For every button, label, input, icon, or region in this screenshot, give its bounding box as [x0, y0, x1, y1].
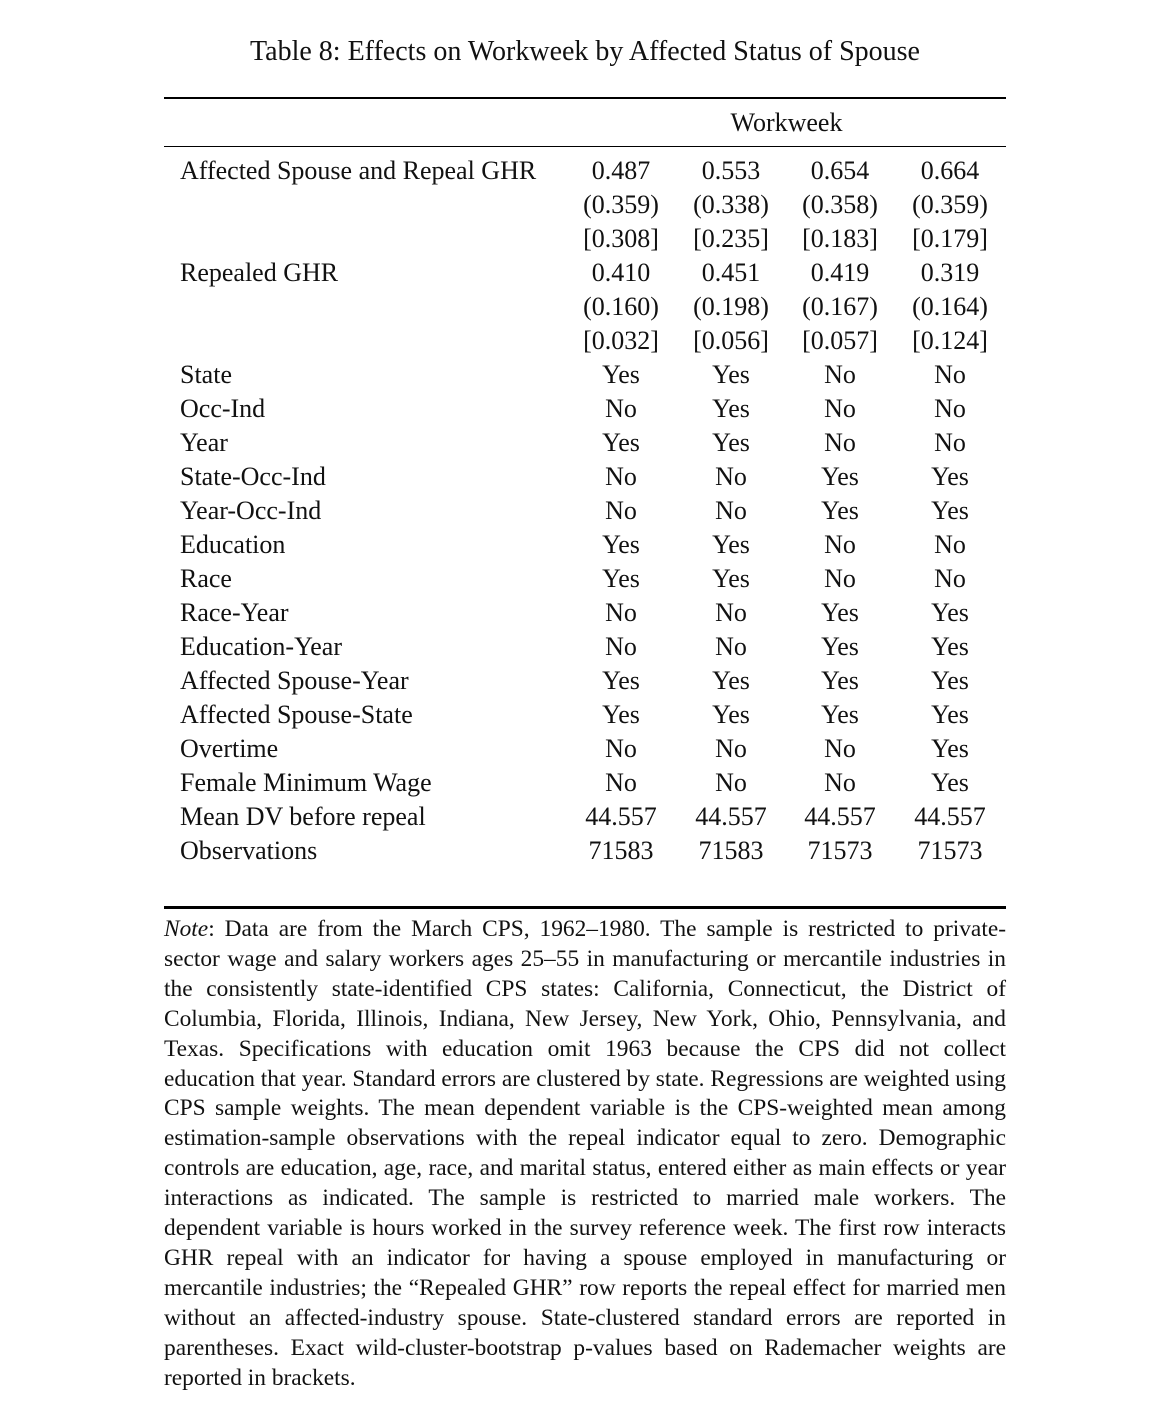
table-row	[164, 188, 1006, 222]
table-cell: Yes	[602, 360, 640, 389]
table-cell: 71583	[698, 836, 764, 865]
table-cell: 71583	[588, 836, 654, 865]
table-cell: 71573	[807, 836, 873, 865]
table-cell: Yes	[712, 700, 750, 729]
table-cell: 0.664	[920, 156, 980, 185]
table-cell: No	[824, 564, 856, 593]
table-cell: 44.557	[804, 802, 876, 831]
table-row	[164, 154, 1006, 188]
table-cell: Yes	[602, 530, 640, 559]
table-cell: Yes	[821, 666, 859, 695]
row-label: Year	[180, 428, 228, 457]
table-cell: 71573	[917, 836, 983, 865]
table-cell: No	[605, 734, 637, 763]
table-row	[164, 392, 1006, 426]
table-cell: Yes	[821, 700, 859, 729]
table-note	[164, 915, 1006, 1394]
table-cell: No	[605, 394, 637, 423]
table-cell: [0.057]	[802, 326, 878, 355]
table-row	[164, 494, 1006, 528]
table-cell: 44.557	[585, 802, 657, 831]
table-row	[164, 528, 1006, 562]
row-label: State-Occ-Ind	[180, 462, 326, 491]
table-row	[164, 630, 1006, 664]
table-cell: Yes	[931, 734, 969, 763]
table-row	[164, 324, 1006, 358]
table-cell: No	[934, 428, 966, 457]
row-label: Affected Spouse-Year	[180, 666, 409, 695]
table-row	[164, 256, 1006, 290]
table-cell: [0.235]	[693, 224, 769, 253]
table-cell: (0.160)	[583, 292, 659, 321]
table-cell: [0.124]	[912, 326, 988, 355]
table-cell: (0.359)	[583, 190, 659, 219]
row-label: Education-Year	[180, 632, 342, 661]
table-cell: No	[605, 598, 637, 627]
table-row	[164, 766, 1006, 800]
table-cell: Yes	[712, 530, 750, 559]
table-row	[164, 596, 1006, 630]
table-cell: Yes	[931, 768, 969, 797]
table-cell: Yes	[821, 462, 859, 491]
table-cell: No	[715, 598, 747, 627]
row-label: Repealed GHR	[180, 258, 339, 287]
table-cell: No	[715, 632, 747, 661]
table-caption: Table 8: Effects on Workweek by Affected Status of Spouse	[250, 36, 920, 67]
table-cell: No	[934, 530, 966, 559]
table-cell: No	[715, 734, 747, 763]
table-cell: No	[605, 496, 637, 525]
table-cell: 0.451	[701, 258, 761, 287]
table-row	[164, 358, 1006, 392]
table-cell: No	[715, 496, 747, 525]
table-cell: (0.359)	[912, 190, 988, 219]
table-cell: Yes	[602, 428, 640, 457]
table-cell: Yes	[712, 360, 750, 389]
table-cell: 0.410	[591, 258, 651, 287]
table-cell: 0.487	[591, 156, 651, 185]
table-cell: [0.179]	[912, 224, 988, 253]
table-cell: 0.319	[920, 258, 980, 287]
table-cell: (0.164)	[912, 292, 988, 321]
table-cell: (0.167)	[802, 292, 878, 321]
table-cell: No	[824, 768, 856, 797]
table-cell: Yes	[712, 666, 750, 695]
table-cell: Yes	[931, 598, 969, 627]
table-cell: No	[934, 394, 966, 423]
column-group-header: Workweek	[730, 108, 843, 137]
table-row	[164, 222, 1006, 256]
row-label: Occ-Ind	[180, 394, 266, 423]
table-cell: Yes	[931, 462, 969, 491]
table-row	[164, 732, 1006, 766]
row-label: Education	[180, 530, 286, 559]
table-cell: No	[605, 768, 637, 797]
table-cell: [0.308]	[583, 224, 659, 253]
table-cell: 0.553	[701, 156, 761, 185]
table-row	[164, 562, 1006, 596]
table-cell: Yes	[821, 496, 859, 525]
table-cell: Yes	[712, 564, 750, 593]
table-row	[164, 426, 1006, 460]
table-row	[164, 698, 1006, 732]
table-cell: Yes	[602, 700, 640, 729]
table-cell: Yes	[602, 564, 640, 593]
table-cell: No	[715, 462, 747, 491]
row-label: Year-Occ-Ind	[180, 496, 322, 525]
table-cell: No	[824, 360, 856, 389]
table-cell: Yes	[931, 666, 969, 695]
table-cell: Yes	[821, 632, 859, 661]
table-row	[164, 290, 1006, 324]
row-label: Mean DV before repeal	[180, 802, 426, 831]
table-cell: No	[605, 632, 637, 661]
table-cell: No	[934, 564, 966, 593]
table-cell: No	[715, 768, 747, 797]
table-cell: Yes	[712, 394, 750, 423]
row-label: Observations	[180, 836, 318, 865]
row-label: Race	[180, 564, 232, 593]
table-row	[164, 460, 1006, 494]
table-body	[164, 154, 1006, 868]
table-cell: [0.056]	[693, 326, 769, 355]
table-cell: (0.338)	[693, 190, 769, 219]
table-cell: 0.654	[810, 156, 870, 185]
bottom-rule	[164, 906, 1006, 909]
table-cell: (0.198)	[693, 292, 769, 321]
table-cell: Yes	[931, 632, 969, 661]
note-prefix: Note	[164, 916, 209, 942]
table-cell: No	[824, 734, 856, 763]
table-cell: No	[605, 462, 637, 491]
table-cell: 44.557	[914, 802, 986, 831]
table-row	[164, 800, 1006, 834]
table-cell: Yes	[712, 428, 750, 457]
table-cell: Yes	[602, 666, 640, 695]
row-label: Race-Year	[180, 598, 289, 627]
table-cell: 44.557	[695, 802, 767, 831]
table-cell: No	[824, 428, 856, 457]
row-label: Affected Spouse-State	[180, 700, 413, 729]
table-cell: Yes	[821, 598, 859, 627]
table-cell: Yes	[931, 496, 969, 525]
table-cell: (0.358)	[802, 190, 878, 219]
table-cell: No	[824, 530, 856, 559]
header-rule	[164, 146, 1006, 147]
row-label: Affected Spouse and Repeal GHR	[180, 156, 537, 185]
row-label: Female Minimum Wage	[180, 768, 432, 797]
table-cell: No	[934, 360, 966, 389]
table-cell: 0.419	[810, 258, 870, 287]
table-cell: No	[824, 394, 856, 423]
row-label: Overtime	[180, 734, 279, 763]
top-rule	[164, 97, 1006, 99]
table-row	[164, 664, 1006, 698]
note-text: : Data are from the March CPS, 1962–1980. The sample is restricted to private-sector wage and salary workers ages 25–55 in manufacturing or mercantile industries in the consistently state-identified CPS states: California, Connecticut, the District of Columbia, Florida, Illinois, Indiana, New Jersey, New York, Ohio, Pennsylvania, and Texas. Specifications with education omit 1963 because the CPS did not collect education that year. Standard errors are clustered by state. Regressions are weighted using CPS sample weights. The mean dependent variable is the CPS-weighted mean among estimation-sample observations with the repeal indicator equal to zero. Demographic controls are education, age, race, and marital status, entered either as main effects or year interactions as indicated. The sample is restricted to married male workers. The dependent variable is hours worked in the survey reference week. The first row interacts GHR repeal with an indicator for having a spouse employed in manufacturing or mercantile industries; the “Repealed GHR” row reports the repeal effect for married men without an affected-industry spouse. State-clustered standard errors are reported in parentheses. Exact wild-cluster-bootstrap p-values based on Rademacher weights are reported in brackets.	[164, 916, 1006, 1391]
table-row	[164, 834, 1006, 868]
row-label: State	[180, 360, 232, 389]
table-cell: [0.183]	[802, 224, 878, 253]
table-cell: [0.032]	[583, 326, 659, 355]
table-cell: Yes	[931, 700, 969, 729]
